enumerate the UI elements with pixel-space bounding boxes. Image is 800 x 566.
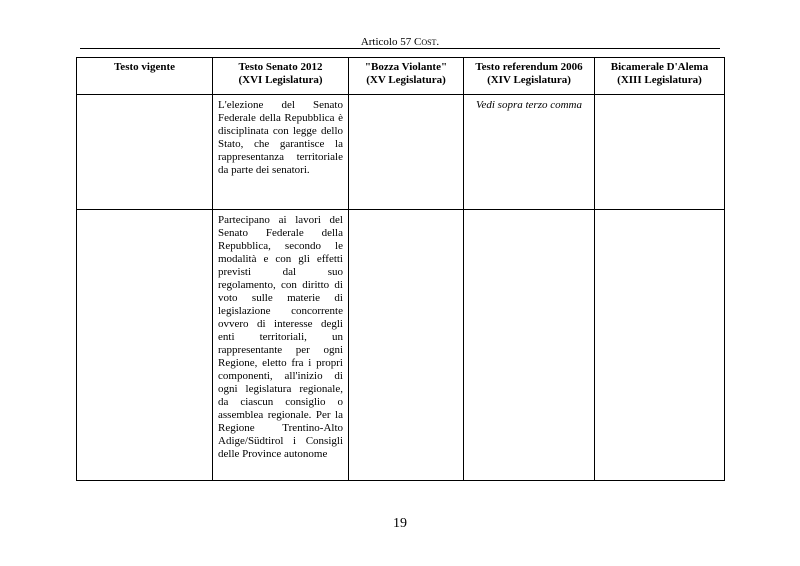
column-header-testo-vigente <box>77 58 213 95</box>
table-row <box>77 95 725 210</box>
column-header-line2: (XIV Legislatura) <box>487 74 571 86</box>
column-header-line1: Bicamerale D'Alema <box>610 61 709 73</box>
table-cell <box>349 95 464 210</box>
table-cell <box>595 95 725 210</box>
table-cell <box>77 210 213 481</box>
column-header-line2: (XV Legislatura) <box>366 74 446 86</box>
table-cell <box>595 210 725 481</box>
column-header-line2: (XVI Legislatura) <box>238 74 323 86</box>
table-row <box>77 210 725 481</box>
table-cell: Partecipano ai lavori del Senato Federale della Repubblica, secondo le modalità e con gli effetti previsti dal suo regolamento, con diritto di voto sulle materie di legislazione concorrente ovvero di interesse degli enti territoriali, un rappresentante per ogni Regione, eletto fra i propri componenti, all'inizio di ogni legislatura regionale, da ciascun consiglio o assemblea regionale. Per la Regione Trentino-Alto Adige/Südtirol i Consigli delle Province autonome <box>213 210 349 481</box>
table-header-row <box>77 58 725 95</box>
column-header-line1: Testo vigente <box>113 61 175 73</box>
comparison-table <box>76 57 725 481</box>
column-header-bicamerale-dalema <box>595 58 725 95</box>
running-header-cost: Cost. <box>413 36 440 48</box>
page-number: 19 <box>393 516 407 531</box>
table-cell <box>464 210 595 481</box>
column-header-line1: "Bozza Violante" <box>364 61 448 73</box>
column-header-line1: Testo Senato 2012 <box>238 61 323 73</box>
column-header-line2: (XIII Legislatura) <box>617 74 702 86</box>
running-header <box>80 36 720 48</box>
column-header-testo-senato-2012 <box>213 58 349 95</box>
table-cell <box>77 95 213 210</box>
column-header-bozza-violante <box>349 58 464 95</box>
table-cell: Vedi sopra terzo comma <box>464 95 595 210</box>
column-header-line1: Testo referendum 2006 <box>475 61 583 73</box>
column-header-testo-referendum-2006 <box>464 58 595 95</box>
table-cell: L'elezione del Senato Federale della Repubblica è disciplinata con legge dello Stato, che garantisce la rappresentanza territoriale da parte dei senatori. <box>213 95 349 210</box>
table-cell <box>349 210 464 481</box>
header-rule <box>80 48 720 49</box>
running-header-prefix: Articolo 57 <box>360 36 414 48</box>
